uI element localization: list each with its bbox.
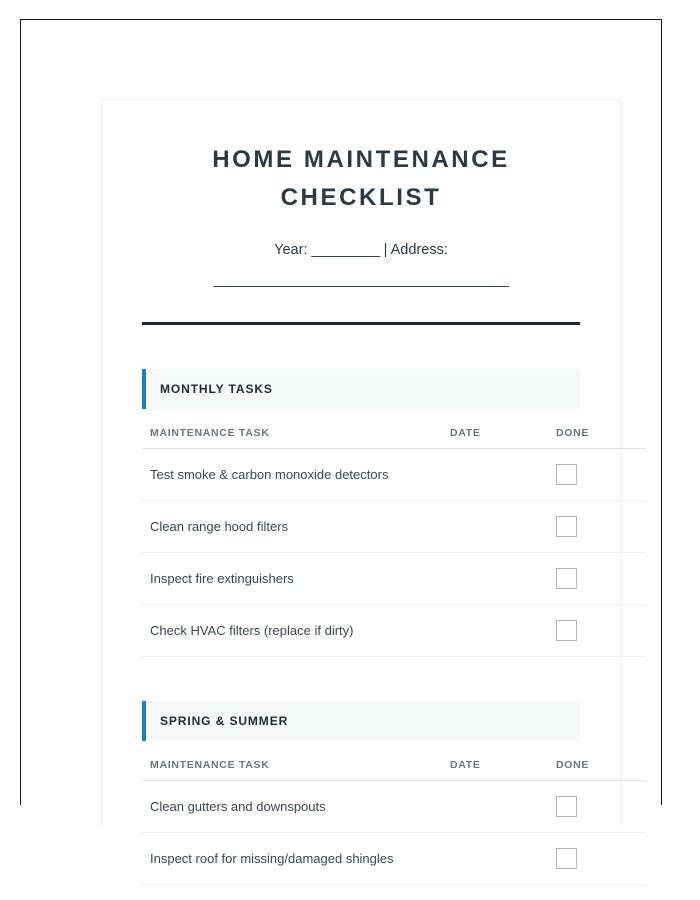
section-header-label: SPRING & SUMMER [160,714,289,728]
done-checkbox[interactable] [556,848,577,869]
task-table [142,409,646,657]
task-label: Test smoke & carbon monoxide detectors [142,449,442,501]
table-header-row [142,741,646,781]
task-label: Clean gutters and downspouts [142,781,442,833]
table-row [142,449,646,501]
column-header-done: DONE [548,741,646,781]
meta-year-label: Year: [274,242,308,258]
meta-separator: | Address: [383,242,448,258]
column-header-task: MAINTENANCE TASK [142,409,442,449]
section-header [142,701,580,741]
task-date-field[interactable] [442,781,548,833]
header-divider [142,322,580,325]
page-outer-frame [20,19,662,866]
checklist-sections [142,369,590,885]
task-label: Check HVAC filters (replace if dirty) [142,605,442,657]
document-meta-line [142,217,580,295]
task-label: Clean range hood filters [142,501,442,553]
table-row [142,605,646,657]
task-done-cell [548,605,646,657]
page-title: HOME MAINTENANCE CHECKLIST [212,146,510,211]
section-header-label: MONTHLY TASKS [160,382,273,396]
meta-address-blank[interactable]: _______________________________________ [213,272,509,288]
task-date-field[interactable] [442,833,548,885]
task-date-field[interactable] [442,449,548,501]
checklist-section [142,701,590,885]
task-date-field[interactable] [442,501,548,553]
table-row [142,553,646,605]
checklist-page-card [101,99,621,866]
task-label: Inspect fire extinguishers [142,553,442,605]
task-done-cell [548,781,646,833]
checklist-section [142,369,590,657]
task-date-field[interactable] [442,605,548,657]
meta-year-blank[interactable]: _________ [311,242,380,258]
task-done-cell [548,553,646,605]
task-done-cell [548,449,646,501]
task-label: Inspect roof for missing/damaged shingles [142,833,442,885]
column-header-date: DATE [442,409,548,449]
done-checkbox[interactable] [556,568,577,589]
column-header-task: MAINTENANCE TASK [142,741,442,781]
page-content [102,100,620,885]
column-header-date: DATE [442,741,548,781]
done-checkbox[interactable] [556,620,577,641]
table-row [142,833,646,885]
done-checkbox[interactable] [556,464,577,485]
done-checkbox[interactable] [556,516,577,537]
task-table [142,741,646,885]
table-row [142,501,646,553]
task-done-cell [548,833,646,885]
column-header-done: DONE [548,409,646,449]
table-header-row [142,409,646,449]
task-date-field[interactable] [442,553,548,605]
task-done-cell [548,501,646,553]
table-row [142,781,646,833]
done-checkbox[interactable] [556,796,577,817]
section-header [142,369,580,409]
